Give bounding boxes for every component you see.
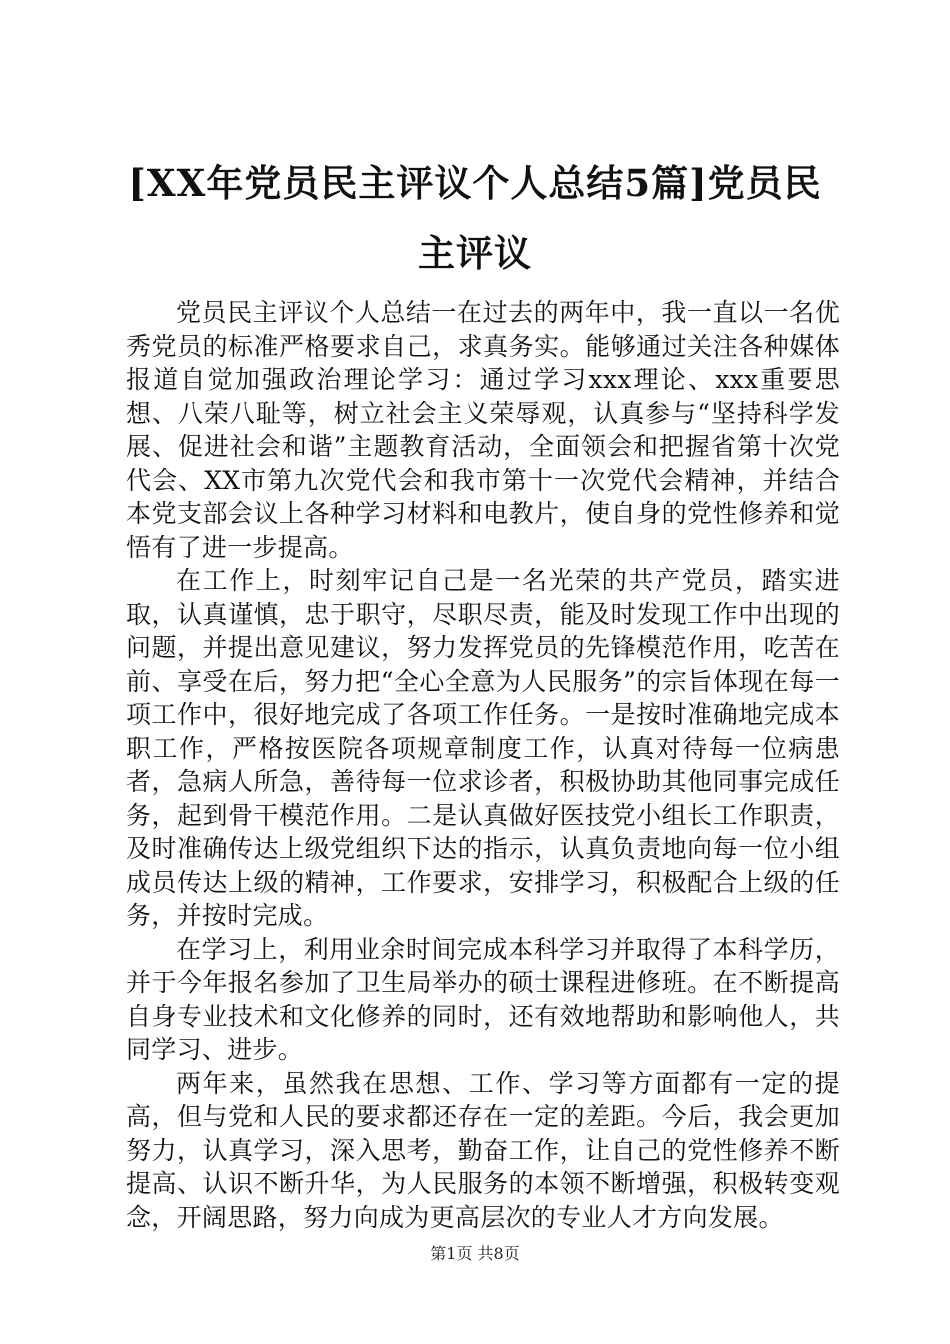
page-number: 第1页 共8页 (430, 1244, 520, 1263)
paragraph-2: 在工作上，时刻牢记自己是一名光荣的共产党员，踏实进取，认真谨慎，忠于职守，尽职尽责，能及时发现工作中出现的问题，并提出意见建议，努力发挥党员的先锋模范作用，吃苦在前、享受在后，努力把“全心全意为人民服务”的宗旨体现在每一项工作中，很好地完成了各项工作任务。一是按时准确地完成本职工作，严格按医院各项规章制度工作，认真对待每一位病患者，急病人所急，善待每一位求诊者，积极协助其他同事完成任务，起到骨干模范作用。二是认真做好医技党小组长工作职责，及时准确传达上级党组织下达的指示，认真负责地向每一位小组成员传达上级的精神，工作要求，安排学习，积极配合上级的任务，并按时完成。 (126, 566, 840, 930)
paragraph-1: 党员民主评议个人总结一在过去的两年中，我一直以一名优秀党员的标准严格要求自己，求真务实。能够通过关注各种媒体报道自觉加强政治理论学习：通过学习xxx理论、xxx重要思想、八荣八耻等，树立社会主义荣辱观，认真参与“坚持科学发展、促进社会和谐”主题教育活动，全面领会和把握省第十次党代会、XX市第九次党代会和我市第十一次党代会精神，并结合本党支部会议上各种学习材料和电教片，使自身的党性修养和觉悟有了进一步提高。 (126, 298, 840, 562)
paragraph-3: 在学习上，利用业余时间完成本科学习并取得了本科学历，并于今年报名参加了卫生局举办的硕士课程进修班。在不断提高自身专业技术和文化修养的同时，还有效地帮助和影响他人，共同学习、进步。 (126, 934, 840, 1064)
document-title: [XX年党员民主评议个人总结5篇]党员民主评议 (128, 161, 822, 275)
paragraph-4: 两年来，虽然我在思想、工作、学习等方面都有一定的提高，但与党和人民的要求都还存在一定的差距。今后，我会更加努力，认真学习，深入思考，勤奋工作，让自己的党性修养不断提高、认识不断升华，为人民服务的本领不断增强，积极转变观念，开阔思路，努力向成为更高层次的专业人才方向发展。 (126, 1068, 840, 1232)
document-body (126, 296, 840, 1234)
